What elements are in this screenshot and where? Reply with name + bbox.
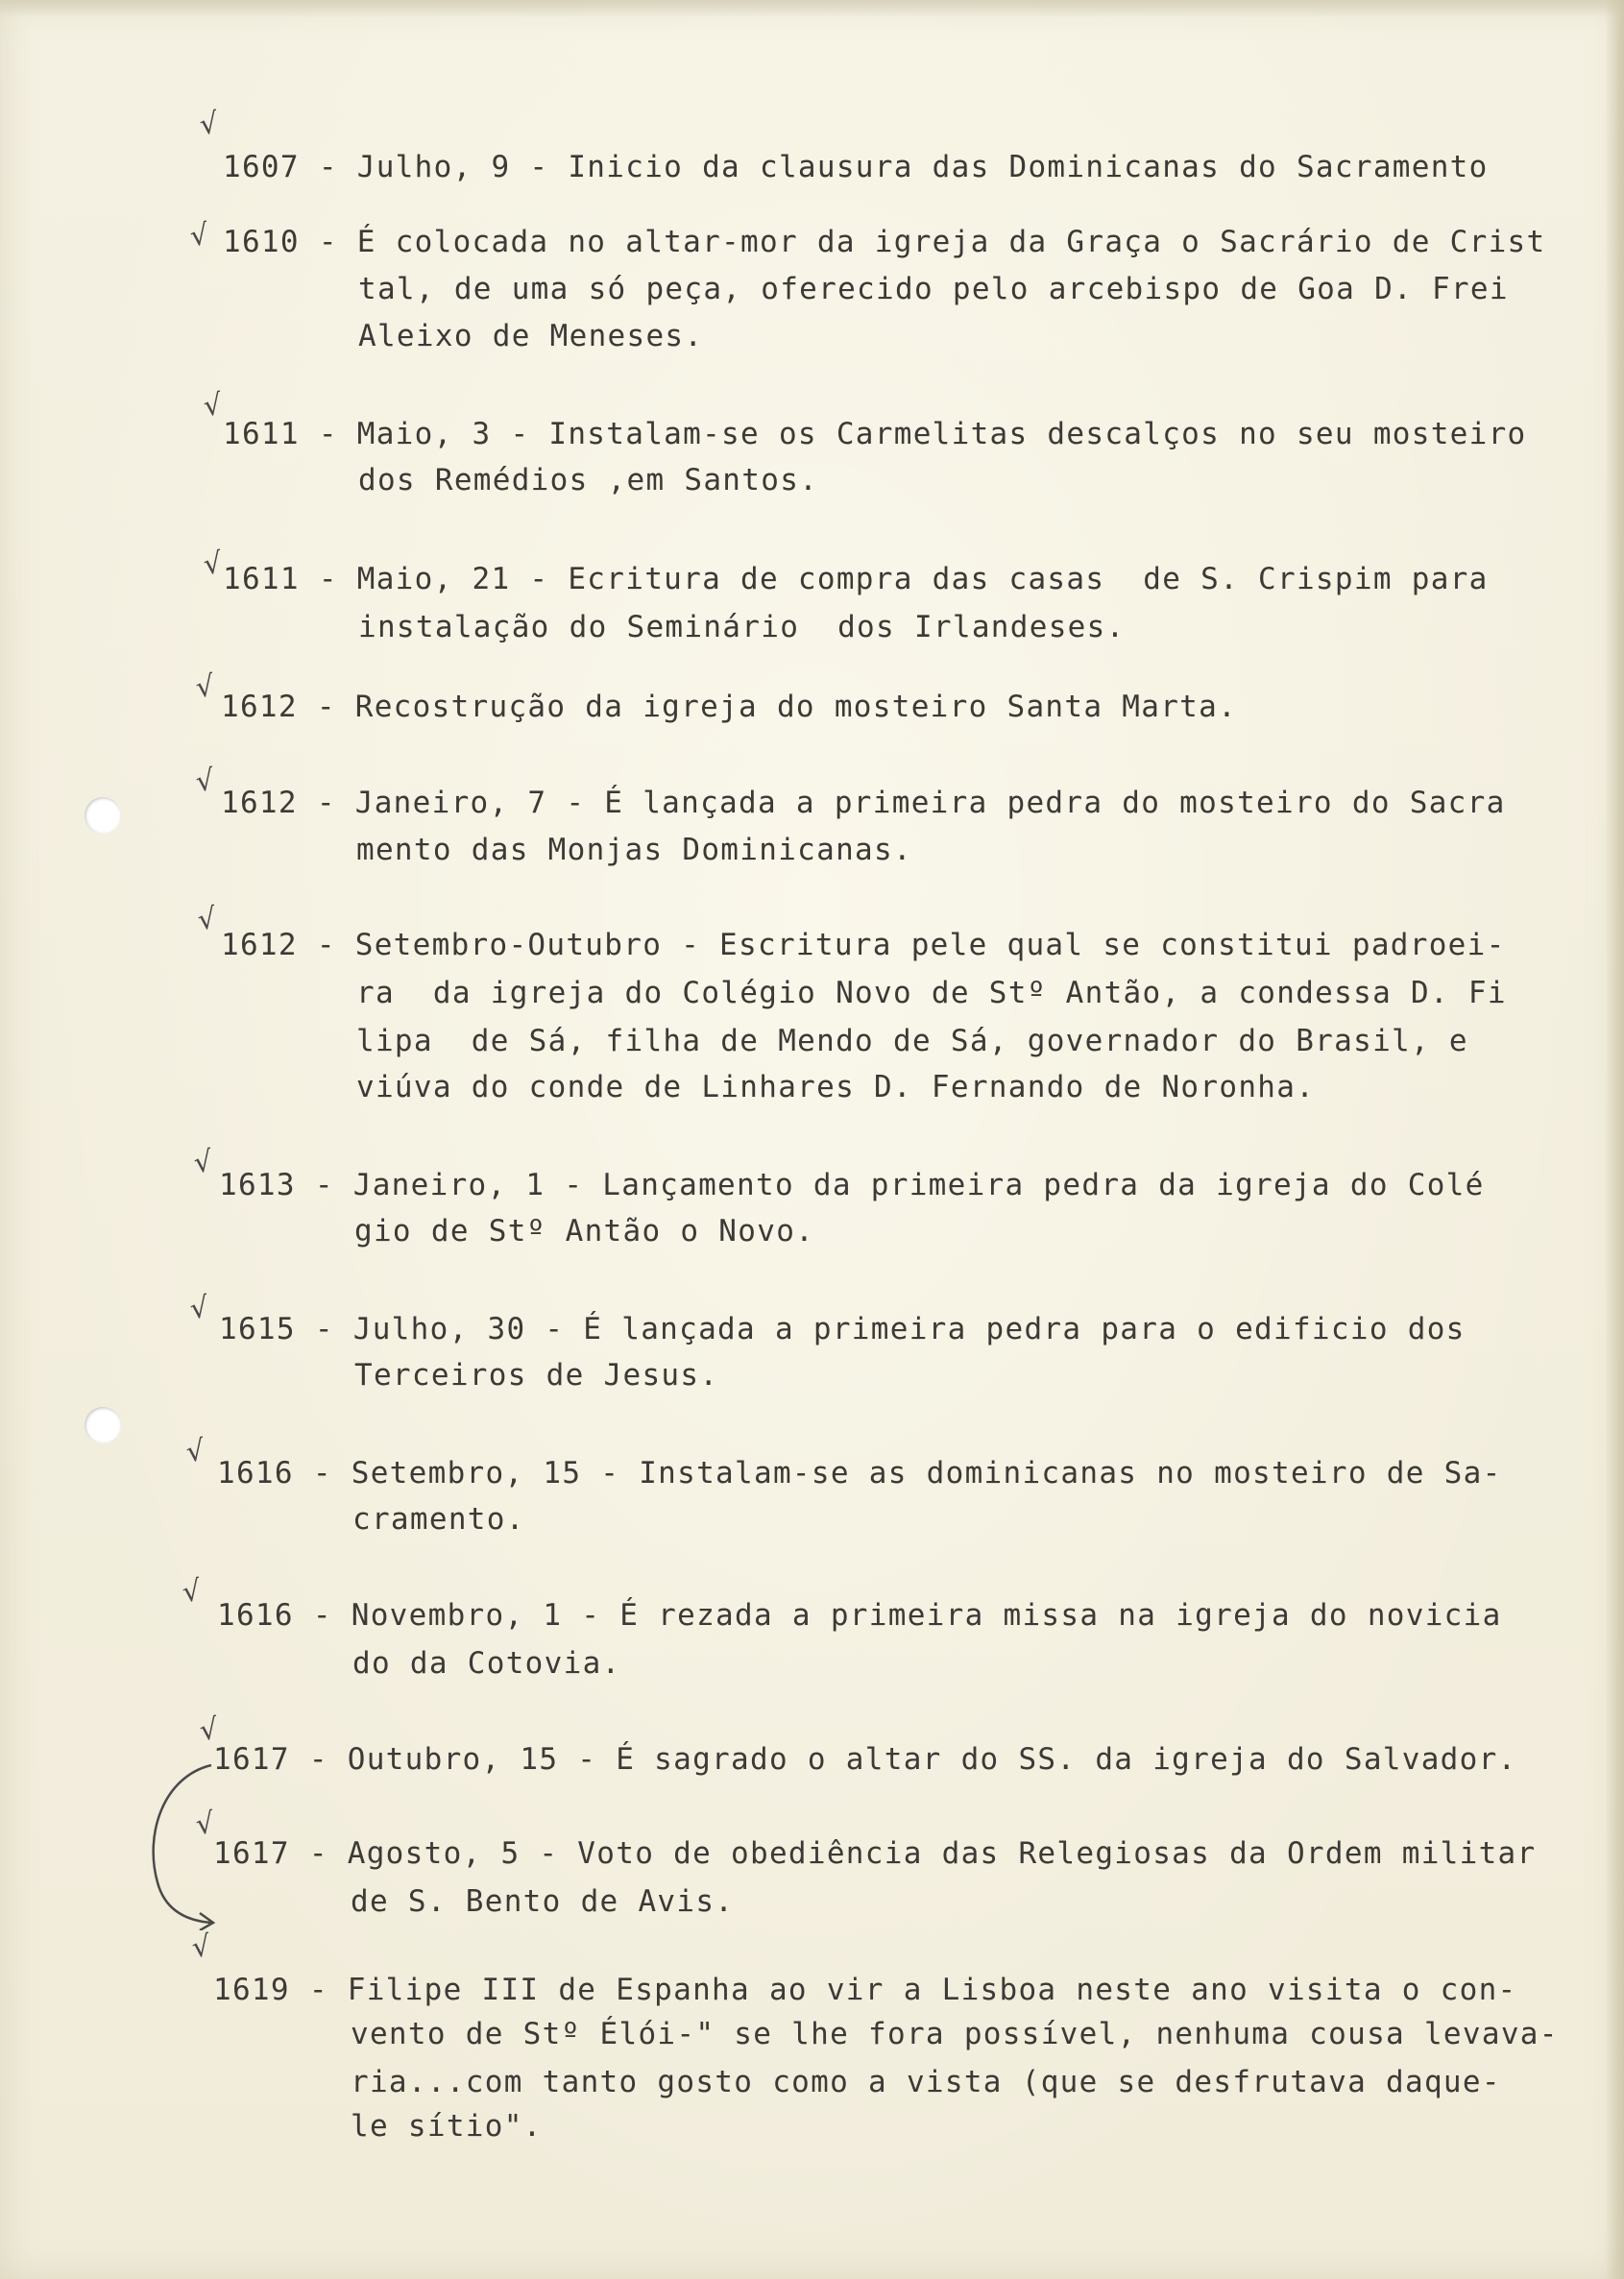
check-mark-icon: √ (193, 668, 217, 706)
entry-line: de S. Bento de Avis. (351, 1884, 735, 1919)
entry-line: 1607 - Julho, 9 - Inicio da clausura das Dominicanas do Sacramento (223, 150, 1489, 184)
entry-line: ria...com tanto gosto como a vista (que se desfrutava daque- (351, 2065, 1501, 2099)
check-mark-icon: √ (197, 106, 221, 143)
check-mark-icon: √ (193, 1806, 217, 1843)
check-mark-icon: √ (201, 546, 225, 583)
punch-hole-lower (85, 1407, 121, 1443)
entry-line: 1617 - Agosto, 5 - Voto de obediência das Relegiosas da Ordem militar (213, 1836, 1537, 1871)
entry-line: 1611 - Maio, 3 - Instalam-se os Carmelitas descalços no seu mosteiro (223, 417, 1527, 451)
entry-line: gio de Stº Antão o Novo. (354, 1214, 815, 1249)
entry-line: 1613 - Janeiro, 1 - Lançamento da primeira pedra da igreja do Colé (219, 1168, 1485, 1202)
check-mark-icon: √ (195, 901, 219, 938)
check-mark-icon: √ (197, 1711, 221, 1749)
check-mark-icon: √ (187, 1290, 211, 1327)
entry-line: vento de Stº Élói-" se lhe fora possível, nenhuma cousa levava- (351, 2017, 1559, 2051)
entry-line: dos Remédios ,em Santos. (358, 463, 819, 497)
entry-line: mento das Monjas Dominicanas. (356, 833, 912, 867)
page-right-edge (1605, 0, 1624, 2279)
entry-line: 1612 - Recostrução da igreja do mosteiro Santa Marta. (221, 690, 1238, 724)
entry-line: Aleixo de Meneses. (358, 319, 704, 353)
entry-line: 1616 - Setembro, 15 - Instalam-se as dominicanas no mosteiro de Sa- (217, 1456, 1502, 1491)
entry-line: Terceiros de Jesus. (354, 1358, 719, 1393)
entry-line: le sítio". (351, 2109, 543, 2144)
reorder-arrow-icon (144, 1758, 230, 1930)
entry-line: cramento. (352, 1502, 525, 1537)
page-top-edge (0, 0, 1624, 17)
entry-line: 1612 - Setembro-Outubro - Escritura pele qual se constitui padroei- (221, 928, 1506, 962)
check-mark-icon: √ (191, 1144, 215, 1181)
entry-line: ra da igreja do Colégio Novo de Stº Antão, a condessa D. Fi (356, 976, 1507, 1010)
check-mark-icon: √ (187, 217, 211, 255)
entry-line: tal, de uma só peça, oferecido pelo arcebispo de Goa D. Frei (358, 272, 1509, 306)
entry-line: 1617 - Outubro, 15 - É sagrado o altar do SS. da igreja do Salvador. (213, 1742, 1517, 1777)
entry-line: do da Cotovia. (352, 1646, 621, 1681)
entry-line: 1610 - É colocada no altar-mor da igreja da Graça o Sacrário de Crist (223, 225, 1546, 259)
check-mark-icon: √ (201, 387, 225, 424)
entry-line: viúva do conde de Linhares D. Fernando de Noronha. (356, 1070, 1316, 1104)
punch-hole-upper (85, 797, 121, 834)
entry-line: lipa de Sá, filha de Mendo de Sá, governador do Brasil, e (356, 1024, 1468, 1058)
entry-line: instalação do Seminário dos Irlandeses. (358, 610, 1126, 644)
check-mark-icon: √ (180, 1573, 204, 1611)
entry-line: 1616 - Novembro, 1 - É rezada a primeira missa na igreja do novicia (217, 1598, 1502, 1633)
check-mark-icon: √ (189, 1928, 213, 1966)
entry-line: 1612 - Janeiro, 7 - É lançada a primeira pedra do mosteiro do Sacra (221, 786, 1506, 820)
check-mark-icon: √ (193, 763, 217, 800)
check-mark-icon: √ (183, 1433, 207, 1470)
entry-line: 1615 - Julho, 30 - É lançada a primeira pedra para o edificio dos (219, 1312, 1466, 1346)
entry-line: 1619 - Filipe III de Espanha ao vir a Lisboa neste ano visita o con- (213, 1973, 1517, 2007)
entry-line: 1611 - Maio, 21 - Ecritura de compra das casas de S. Crispim para (223, 562, 1489, 596)
